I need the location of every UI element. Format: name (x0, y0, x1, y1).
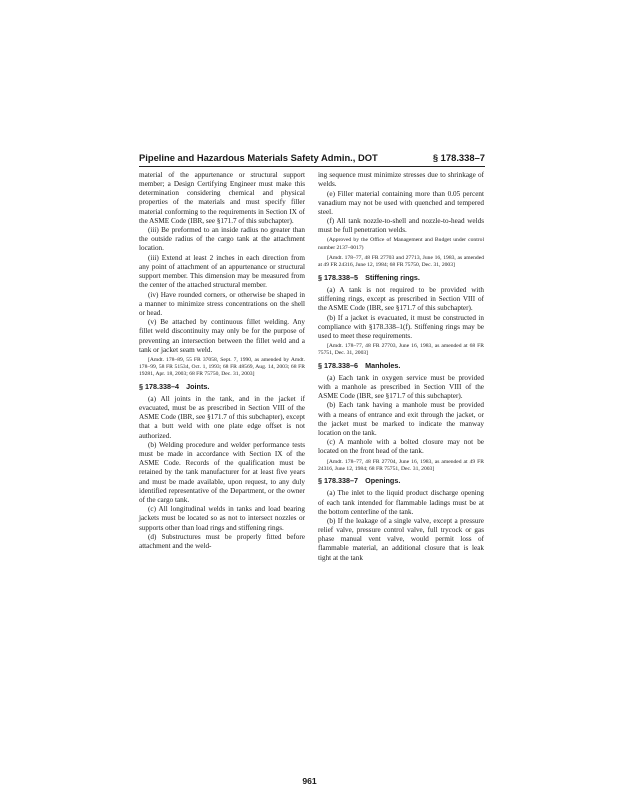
section-heading (139, 382, 305, 392)
paragraph: (c) All longitudinal welds in tanks and load bearing jackets must be located so as not to intersect nozzles or supports other than load rings and stiffening rings. (139, 505, 305, 532)
paragraph: (a) A tank is not required to be provided with stiffening rings, except as prescribed in Section VIII of the ASME Code (IBR, see §171.7 of this subchapter). (318, 285, 484, 313)
header-rule (139, 166, 485, 167)
paragraph: (iii) Be preformed to an inside radius no greater than the outside radius of the cargo tank at the attachment location. (139, 226, 305, 253)
section-heading (318, 361, 484, 371)
paragraph: (iv) Have rounded corners, or otherwise be shaped in a manner to minimize stress concentrations on the shell or head. (139, 290, 305, 317)
paragraph: (f) All tank nozzle-to-shell and nozzle-to-head welds must be full penetration welds. (318, 217, 484, 235)
running-header (139, 151, 485, 165)
section-title: Openings. (365, 476, 401, 486)
paragraph: ing sequence must minimize stresses due to shrinkage of welds. (318, 171, 484, 189)
paragraph: (e) Filler material containing more than 0.05 percent vanadium may not be used with quenched and tempered steel. (318, 189, 484, 216)
paragraph: (c) A manhole with a bolted closure may not be located on the front head of the tank. (318, 438, 484, 456)
paragraph: (b) Welding procedure and welder performance tests must be made in accordance with Section IX of the ASME Code. Records of the qualification must be retained by the tank manufacturer for at least five years and must be made available, upon request, to any duly identified representative of the Department, or the owner of the cargo tank. (139, 440, 305, 504)
paragraph: (a) All joints in the tank, and in the jacket if evacuated, must be as prescribed in Section VIII of the ASME Code (IBR, see §171.7 of this subchapter), except that a butt weld with one plate edge offset is not authorized. (139, 394, 305, 440)
source-note: [Amdt. 178–77, 48 FR 27703, June 16, 1983, as amended at 68 FR 75751, Dec. 31, 2003] (318, 342, 484, 357)
paragraph: (iii) Extend at least 2 inches in each direction from any point of attachment of an appurtenance or structural support member. This dimension may be measured from the center of the attached structural member. (139, 253, 305, 290)
running-header-title: Pipeline and Hazardous Materials Safety Admin., DOT (139, 152, 378, 163)
section-heading (318, 476, 484, 486)
paragraph: (a) The inlet to the liquid product discharge opening of each tank intended for flammable ladings must be at the bottom centerline of the tank. (318, 489, 484, 516)
section-title: Joints. (186, 381, 210, 391)
page-number: 961 (302, 776, 317, 786)
paragraph: (b) Each tank having a manhole must be provided with a means of entrance and exit through the jacket, or the jacket must be marked to indicate the manway location on the tank. (318, 401, 484, 437)
section-number: § 178.338–7 (318, 476, 358, 486)
section-number: § 178.338–6 (318, 360, 358, 370)
paragraph: (d) Substructures must be properly fitted before attachment and the weld- (139, 532, 305, 551)
section-title: Manholes. (365, 360, 401, 370)
source-note: [Amdt. 178–89, 55 FR 37058, Sept. 7, 1990, as amended by Amdt. 178–99, 58 FR 51534, Oct. 1, 1993; 68 FR 48569, Aug. 14, 2003; 68 FR 19281, Apr. 18, 2003; 68 FR 75750, Dec. 31, 2003] (139, 356, 305, 378)
paragraph: (a) Each tank in oxygen service must be provided with a manhole as prescribed in Section VIII of the ASME Code (IBR, see §171.7 of this subchapter). (318, 373, 484, 401)
paragraph: (b) If the leakage of a single valve, except a pressure relief valve, pressure control valve, full trycock or gas phase manual vent valve, would permit loss of flammable material, an additional closure that is leak tight at the tank (318, 517, 484, 562)
paragraph: (v) Be attached by continuous fillet welding. Any fillet weld discontinuity may only be for the purpose of preventing an intersection between the fillet weld and a tank or jacket seam weld. (139, 318, 305, 354)
source-note: (Approved by the Office of Management and Budget under control number 2137–0017) (318, 237, 484, 251)
source-note: [Amdt. 178–77, 48 FR 27703 and 27713, June 16, 1983, as amended at 49 FR 24316, June 12, 1984; 68 FR 75750, Dec. 31, 2003] (318, 255, 484, 269)
paragraph: (b) If a jacket is evacuated, it must be constructed in compliance with §178.338–1(f). Stiffening rings may be used to meet these requirements. (318, 313, 484, 340)
source-note: [Amdt. 178–77, 48 FR 27704, June 16, 1983, as amended at 49 FR 24316, June 12, 1984; 68 FR 75751, Dec. 31, 2003] (318, 458, 484, 472)
section-heading (318, 273, 484, 283)
paragraph: material of the appurtenance or structural support member; a Design Certifying Engineer must make this determination considering chemical and physical properties of the materials and must specify filler material conforming to the requirements in Section IX of the ASME Code (IBR, see §171.7 of this subchapter). (139, 171, 305, 225)
section-number: § 178.338–5 (318, 272, 358, 282)
section-title: Stiffening rings. (365, 272, 420, 282)
running-header-section: § 178.338–7 (432, 152, 485, 163)
section-number: § 178.338–4 (139, 381, 179, 391)
right-column (318, 171, 484, 563)
left-column (139, 171, 305, 551)
